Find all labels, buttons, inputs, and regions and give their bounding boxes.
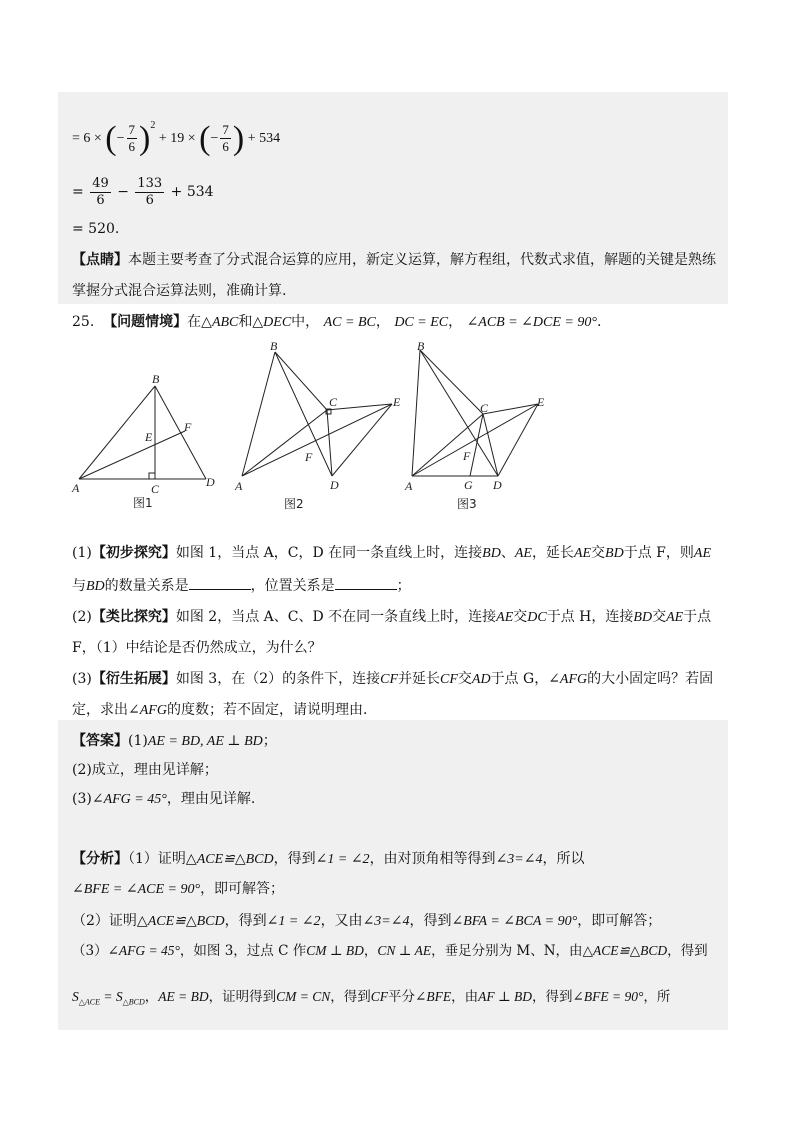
blank-quantity-relation[interactable] <box>189 575 251 590</box>
fig3-caption: 图3 <box>457 497 477 511</box>
fig1-label-a: A <box>72 481 80 495</box>
fig2-label-a: A <box>235 479 243 493</box>
calc-step-3: = 520. <box>72 221 120 237</box>
minus-sign: − <box>210 131 219 146</box>
fig3-label-c: C <box>480 401 489 415</box>
answer-line-1: 【答案】(1)AE = BD, AE ⊥ BD； <box>72 733 277 749</box>
fig3-label-e: E <box>537 395 545 409</box>
part3-line-1: (3)【衍生拓展】如图 3，在（2）的条件下，连接CF并延长CF交AD于点 G，∠AFG的大小固定吗？若固 <box>72 671 714 687</box>
fig3-label-a: A <box>405 479 413 493</box>
fig1-label-d: D <box>206 475 215 489</box>
part2-line-2: F，（1）中结论是否仍然成立，为什么？ <box>72 640 322 656</box>
fig3-label-g: G <box>464 478 473 492</box>
fig3-label-b: B <box>417 339 425 353</box>
fig1-caption: 图1 <box>133 496 153 510</box>
fig1-label-f: F <box>184 420 192 434</box>
part1-line-2: 与BD的数量关系是 ，位置关系是 ； <box>72 575 411 598</box>
fig2-label-e: E <box>393 395 401 409</box>
analysis-line-3: （2）证明△ACE≌△BCD，得到∠1 = ∠2，又由∠3=∠4，得到∠BFA = ∠BCA = 90°，即可解答； <box>72 913 662 929</box>
figures <box>0 336 800 536</box>
minus-sign: − <box>116 131 125 146</box>
calc-step1-c: + 534 <box>247 131 281 146</box>
exponent: 2 <box>150 120 156 131</box>
fig3-label-f: F <box>463 449 471 463</box>
fig2-label-c: C <box>329 395 338 409</box>
analysis-line-4: （3）∠AFG = 45°，如图 3，过点 C 作CM ⊥ BD，CN ⊥ AE，垂足分别为 M、N，由△ACE≌△BCD，得到 <box>72 943 708 959</box>
blank-position-relation[interactable] <box>335 575 397 590</box>
calc-step1-a: = 6 × <box>72 131 102 146</box>
fraction-7-6: $\frac{7}{6}$ <box>128 122 136 155</box>
fig2-label-f: F <box>305 450 313 464</box>
fraction-133-6: $\frac{133}{6}$ <box>137 175 163 208</box>
fig1-label-b: B <box>152 372 160 386</box>
figure-1 <box>71 372 215 510</box>
fig3-label-d: D <box>493 478 502 492</box>
analysis-line-2: ∠BFE = ∠ACE = 90°，即可解答； <box>72 881 285 897</box>
analysis-line-5: $S_{\triangle ACE} = S_{\triangle BCD}$，AE = BD，证明得到CM = CN，得到CF平分∠BFE，由AF ⊥ BD，得到∠BFE = 90°，所 <box>72 989 671 1007</box>
figure-3 <box>404 339 545 511</box>
figure-2 <box>234 339 401 511</box>
answer-line-2: (2)成立，理由见详解； <box>72 762 218 778</box>
part3-line-2: 定，求出∠AFG的度数；若不固定，请说明理由. <box>72 702 368 718</box>
comment-line-1: 【点睛】本题主要考查了分式混合运算的应用，新定义运算，解方程组，代数式求值，解题的关键是熟练 <box>72 252 716 268</box>
fraction-49-6: $\frac{49}{6}$ <box>92 175 109 208</box>
part2-line-1: (2)【类比探究】如图 2，当点 A、C、D 不在同一条直线上时，连接AE交DC于点 H，连接BD交AE于点 <box>72 609 712 625</box>
question-25-intro: 25. 【问题情境】在△ABC和△DEC中， AC = BC， DC = EC， ∠ACB = ∠DCE = 90°. <box>72 314 602 330</box>
calc-step-1: = 6 × (− $\frac{7}{6}$ )$^2$ + 19 × (− $\frac{7}{6}$ ) + 534 <box>72 119 281 157</box>
comment-tag: 【点睛】 <box>72 252 128 268</box>
part1-line-1: (1)【初步探究】如图 1，当点 A，C，D 在同一条直线上时，连接BD、AE，延长AE交BD于点 F，则AE <box>72 545 711 561</box>
fraction-7-6: $\frac{7}{6}$ <box>222 122 229 155</box>
fig2-label-b: B <box>270 339 278 353</box>
analysis-line-1: 【分析】（1）证明△ACE≌△BCD，得到∠1 = ∠2，由对顶角相等得到∠3=∠4，所以 <box>72 851 585 867</box>
fig2-label-d: D <box>330 478 339 492</box>
comment-line-2: 掌握分式混合运算法则，准确计算. <box>72 283 287 299</box>
answer-line-3: (3)∠AFG = 45°，理由见详解. <box>72 791 256 807</box>
fig1-label-c: C <box>151 482 160 496</box>
calc-step-2: = $\frac{49}{6}$ − $\frac{133}{6}$ + 534 <box>72 175 214 208</box>
calc-step1-b: + 19 × <box>158 131 196 146</box>
fig1-label-e: E <box>145 430 153 444</box>
fig2-caption: 图2 <box>284 497 304 511</box>
